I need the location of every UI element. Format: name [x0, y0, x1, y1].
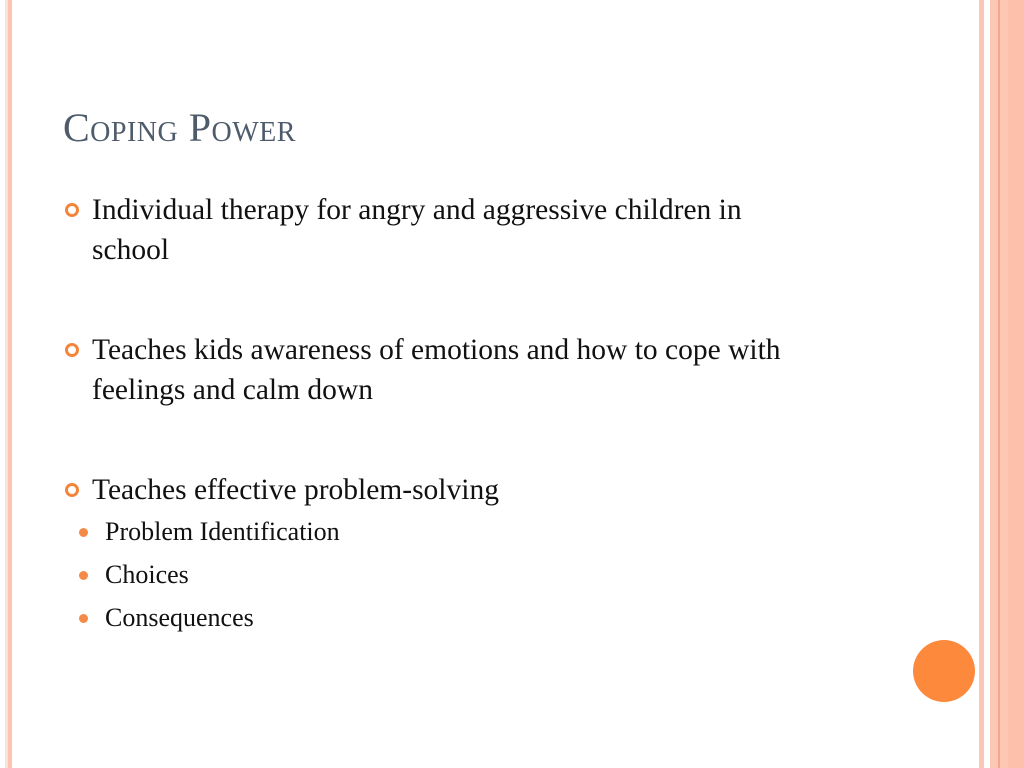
- ring-bullet-icon: [65, 203, 79, 217]
- bullet-text: Teaches effective problem-solving: [92, 474, 499, 506]
- sub-bullet-text: Problem Identification: [105, 517, 340, 546]
- bullet-item: [63, 470, 883, 510]
- dot-bullet-icon: [79, 571, 88, 580]
- sub-bullet-item: [63, 553, 883, 596]
- sub-bullet-text: Choices: [105, 560, 189, 589]
- sub-bullet-item: [63, 596, 883, 639]
- left-border-stripe-inner: [8, 0, 12, 768]
- bullet-text: Teaches kids awareness of emotions and how to cope with feelings and calm down: [92, 334, 781, 406]
- ring-bullet-icon: [65, 483, 79, 497]
- bullet-text: Individual therapy for angry and aggressive children in school: [92, 194, 742, 266]
- bullet-list: [63, 190, 883, 639]
- ring-bullet-icon: [65, 343, 79, 357]
- slide-title: Coping Power: [63, 105, 296, 150]
- right-border-stripe-4: [1008, 0, 1024, 768]
- bullet-item: [63, 190, 883, 270]
- right-border-stripe-3: [998, 0, 1000, 768]
- bullet-item: [63, 330, 883, 410]
- dot-bullet-icon: [79, 614, 88, 623]
- decorative-circle-icon: [913, 640, 975, 702]
- sub-bullet-list: [63, 510, 883, 639]
- dot-bullet-icon: [79, 528, 88, 537]
- sub-bullet-text: Consequences: [105, 603, 254, 632]
- right-border-stripe-1: [979, 0, 984, 768]
- sub-bullet-item: [63, 510, 883, 553]
